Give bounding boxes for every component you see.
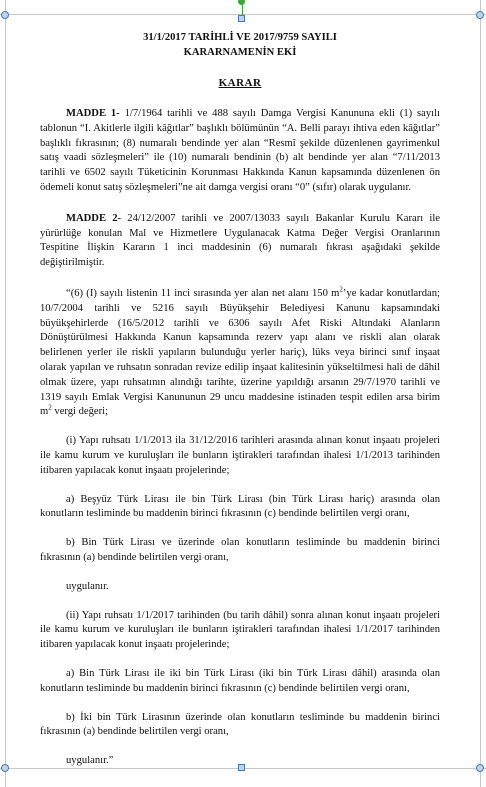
document-title	[40, 30, 440, 60]
title-line-2: KARARNAMENİN EKİ	[183, 47, 297, 58]
clause-i: (i) Yapı ruhsatı 1/1/2013 ila 31/12/2016 tarihleri arasında alınan konut inşaatı projeleri ile kamu kurum ve kuruluşları ile bunların iştirakleri tarafından ihalesi 1/1/2013 tarihinden itibaren yapılacak konut inşaatı projelerinde;	[40, 435, 440, 476]
resize-handle-bottom-left[interactable]	[1, 764, 9, 772]
applied-1: uygulanır.	[66, 580, 109, 592]
article-2-text: 24/12/2007 tarihli ve 2007/13033 sayılı Bakanlar Kurulu Kararı ile yürürlüğe konulan Mal ve Hizmetlere Uygulanacak Katma Değer Vergisi Oranlarının Tespitine İlişkin Kararın 1 inci maddesinin (6) numaralı fıkrası aşağıdaki şekilde değiştirilmiştir.	[40, 212, 440, 269]
superscript-2: 2	[48, 403, 52, 412]
clause-ii: (ii) Yapı ruhsatı 1/1/2017 tarihinden (bu tarih dâhil) sonra alınan konut inşaatı projeleri ile kamu kurum ve kuruluşları ile bunların iştirakleri tarafından ihalesi 1/1/2017 tarihinden itibaren yapılacak konut inşaatı projelerinde;	[40, 609, 440, 651]
title-line-1: 31/1/2017 TARİHLİ VE 2017/9759 SAYILI	[143, 32, 337, 43]
frame-right-edge	[480, 0, 481, 787]
article-2	[40, 212, 440, 271]
superscript-2: 2	[339, 285, 343, 294]
applied-2: uygulanır.”	[66, 755, 114, 767]
resize-handle-top-right[interactable]	[476, 11, 484, 19]
clause-i-a: a) Beşyüz Türk Lirası ile bin Türk Lirası (bin Türk Lirası hariç) arasında olan konutların tesliminde bu maddenin birinci fıkrasının (c) bendinde belirtilen vergi oranı,	[40, 493, 440, 520]
article-1	[40, 107, 440, 196]
resize-handle-bottom-right[interactable]	[476, 764, 484, 772]
paragraph-6-quote	[40, 287, 440, 420]
karar-heading: KARAR	[218, 77, 262, 89]
article-2-label: MADDE 2-	[66, 212, 122, 224]
clause-ii-a: a) Bin Türk Lirası ile iki bin Türk Lirası (iki bin Türk Lirası dâhil) arasında olan konutların tesliminde bu maddenin birinci fıkrasının (c) bendinde belirtilen vergi oranı,	[40, 667, 440, 694]
quote-part-1: “(6) (I) sayılı listenin 11 inci sırasında yer alan net alanı 150 m	[66, 287, 340, 299]
article-1-text: 1/7/1964 tarihli ve 488 sayılı Damga Vergisi Kanununa ekli (1) sayılı tablonun “I. Akitlerle ilgili kâğıtlar” başlıklı bölümünün “A. Belli parayı ihtiva eden kâğıtlar” başlıklı fıkrasının; (8) numaralı bendinde yer alan “Resmî şekilde düzenlenen gayrimenkul satış vaadi sözleşmeleri” ile (10) numaralı bendinin (b) alt bendinde yer alan “7/11/2013 tarihli ve 6502 sayılı Tüketicinin Korunması Hakkında Kanun kapsamında düzenlenen ön ödemeli konut satış sözleşmeleri”ne ait damga vergisi oranı “0” (sıfır) olarak uygulanır.	[40, 108, 441, 193]
frame-left-edge	[5, 0, 6, 787]
clause-ii-b: b) İki bin Türk Lirasının üzerinde olan konutların tesliminde bu maddenin birinci fıkrasının (a) bendinde belirtilen vergi oranı,	[40, 711, 440, 738]
quote-part-2: ’ye kadar konutlardan; 10/7/2004 tarihli ve 5216 sayılı Büyükşehir Belediyesi Kanunu kapsamındaki büyükşehirlerde (16/5/2012 tarihli ve 6306 sayılı Afet Riski Altındaki Alanların Dönüştürülmesi Hakkında Kanun kapsamında rezerv yapı alanı ve riskli alan olarak belirlenen yerler ile riskli yapıların bulunduğu yerler hariç), lüks veya birinci sınıf inşaat olarak yapılan ve ruhsatın sonradan revize edilip inşaat kalitesinin yükseltilmesi hali de dâhil olmak üzere, yapı ruhsatının alındığı tarihte, üzerine yapıldığı arsanın 29/7/1970 tarihli ve 1319 sayılı Emlak Vergisi Kanununun 29 uncu maddesine istinaden tespit edilen arsa birim m	[40, 287, 440, 418]
decree-text	[40, 30, 440, 769]
quote-part-3: vergi değeri;	[51, 406, 109, 418]
resize-handle-top[interactable]	[238, 15, 245, 22]
clause-i-b: b) Bin Türk Lirası ve üzerinde olan konutların tesliminde bu maddenin birinci fıkrasının (a) bendinde belirtilen vergi oranı,	[40, 537, 440, 563]
rotation-handle[interactable]	[238, 0, 245, 5]
resize-handle-top-left[interactable]	[1, 11, 9, 19]
article-1-label: MADDE 1-	[66, 108, 120, 119]
